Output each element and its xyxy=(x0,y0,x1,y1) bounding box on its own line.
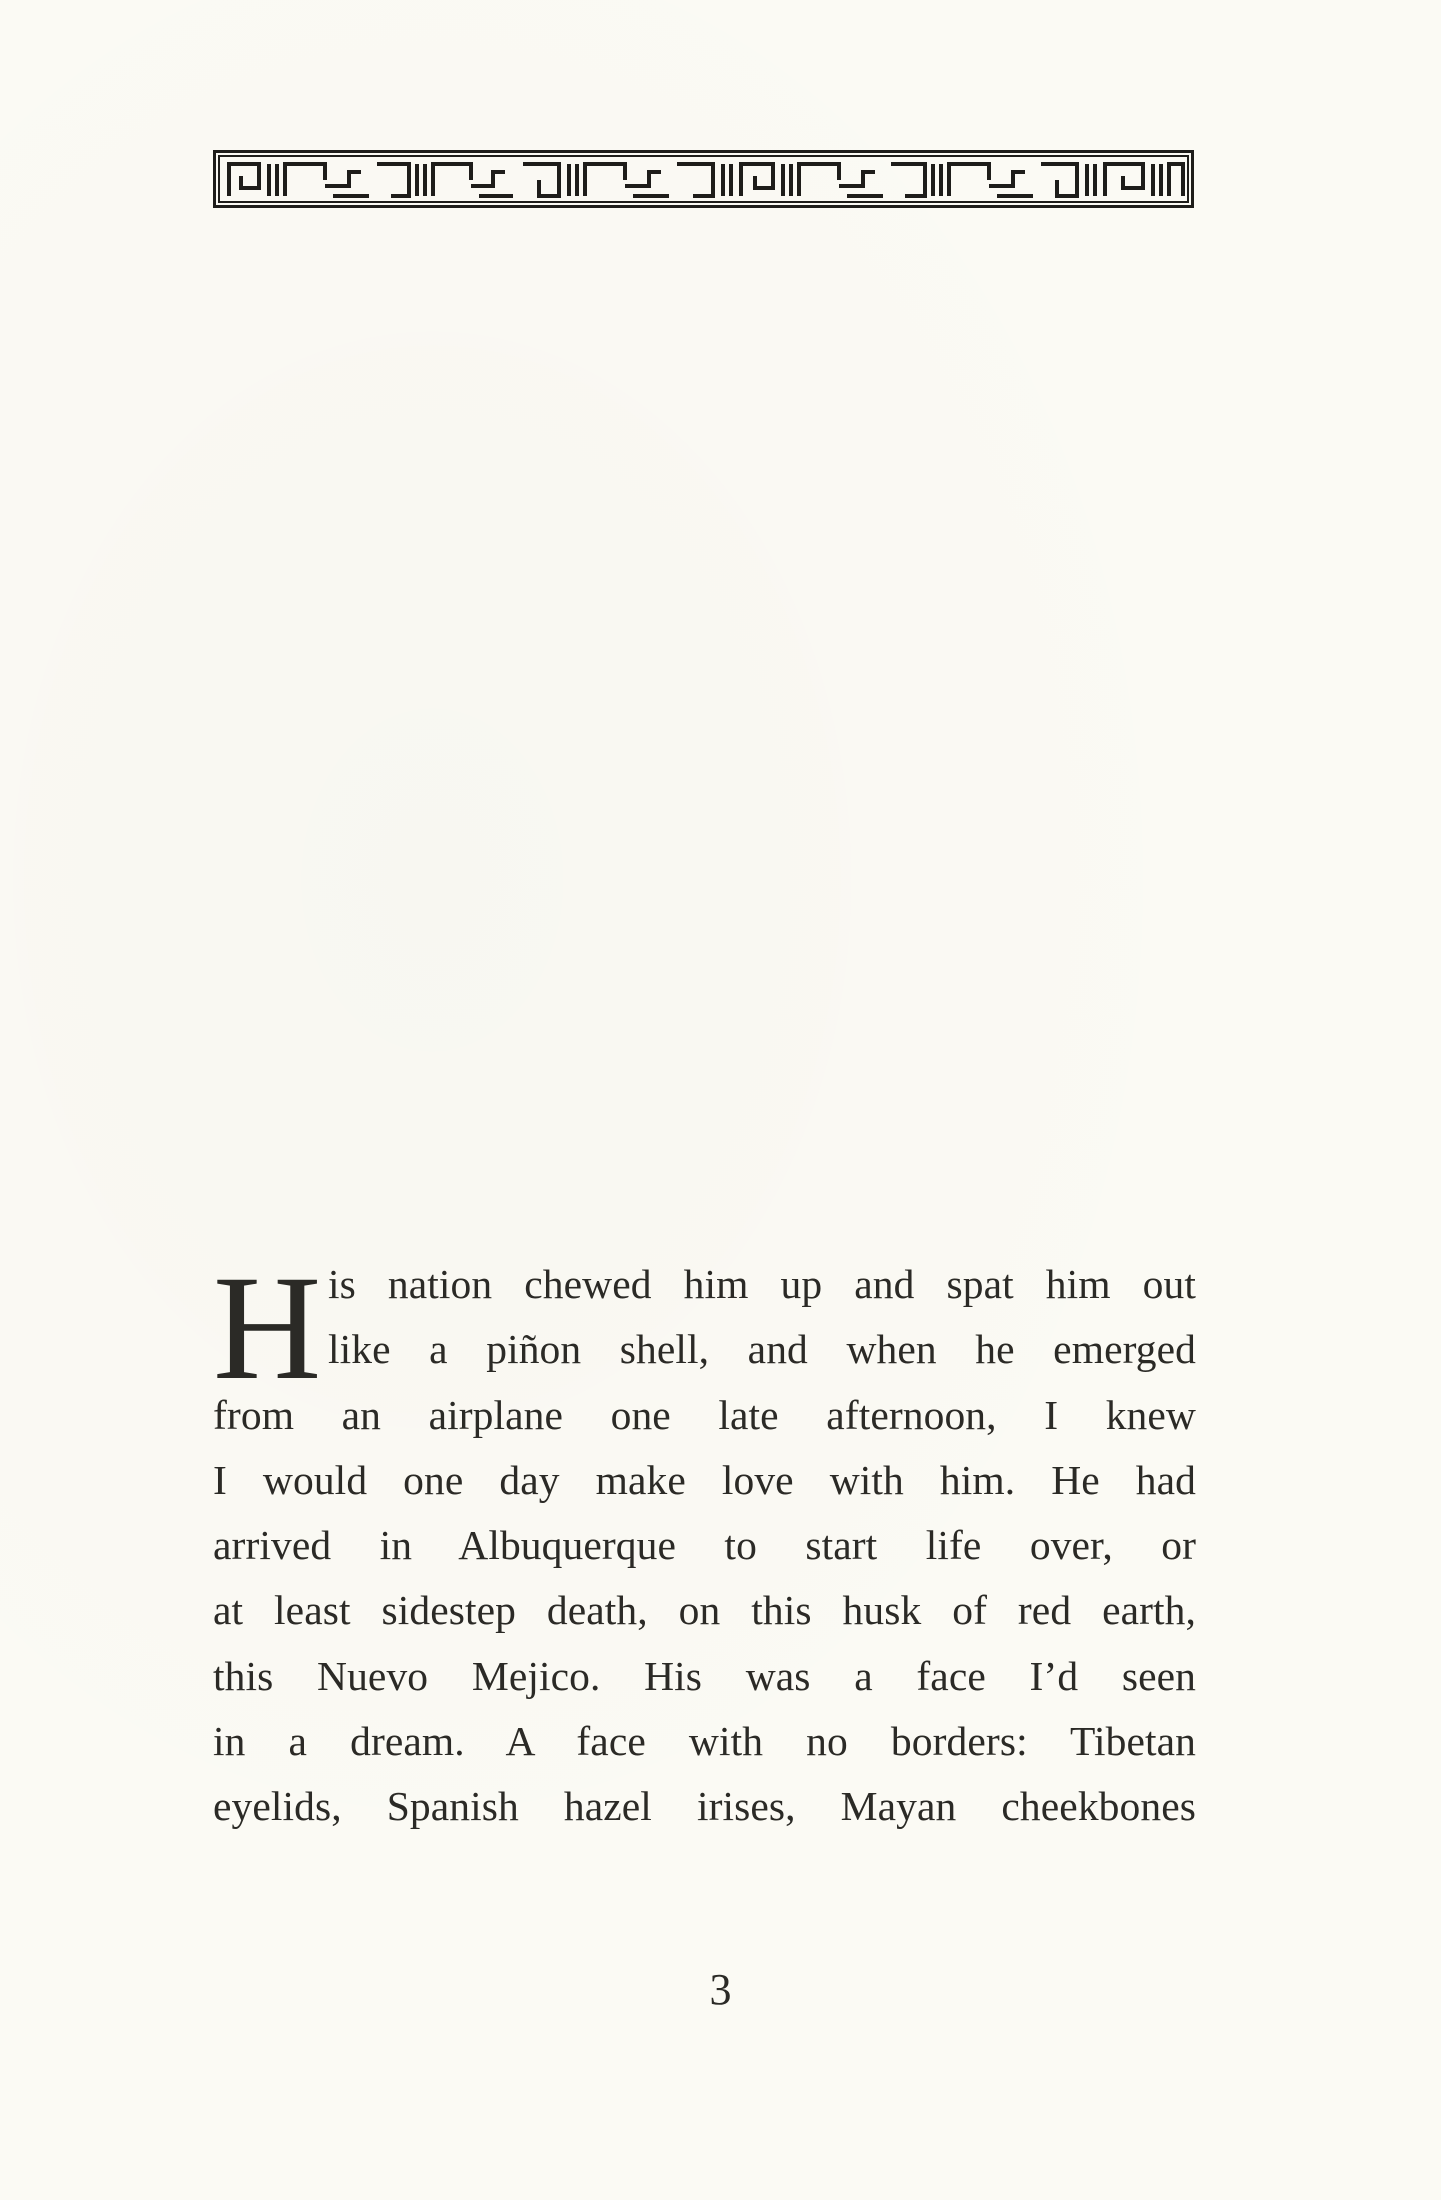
text-line: this Nuevo Mejico. His was a face I’d seen xyxy=(213,1652,1196,1699)
text-line: arrived in Albuquerque to start life over, or xyxy=(213,1522,1196,1569)
opening-paragraph xyxy=(213,1245,1196,1840)
text-line: like a piñon shell, and when he emerged xyxy=(328,1326,1196,1373)
text-line: eyelids, Spanish hazel irises, Mayan cheekbones xyxy=(213,1783,1196,1830)
text-line: I would one day make love with him. He had xyxy=(213,1456,1196,1503)
text-line: is nation chewed him up and spat him out xyxy=(328,1261,1196,1307)
text-line: in a dream. A face with no borders: Tibetan xyxy=(213,1718,1196,1765)
text-line: at least sidestep death, on this husk of red earth, xyxy=(213,1587,1196,1634)
drop-cap: H xyxy=(213,1245,322,1411)
page-number: 3 xyxy=(709,1965,732,2014)
text-line: from an airplane one late afternoon, I knew xyxy=(213,1391,1196,1438)
greek-key-ornament xyxy=(213,150,1194,208)
